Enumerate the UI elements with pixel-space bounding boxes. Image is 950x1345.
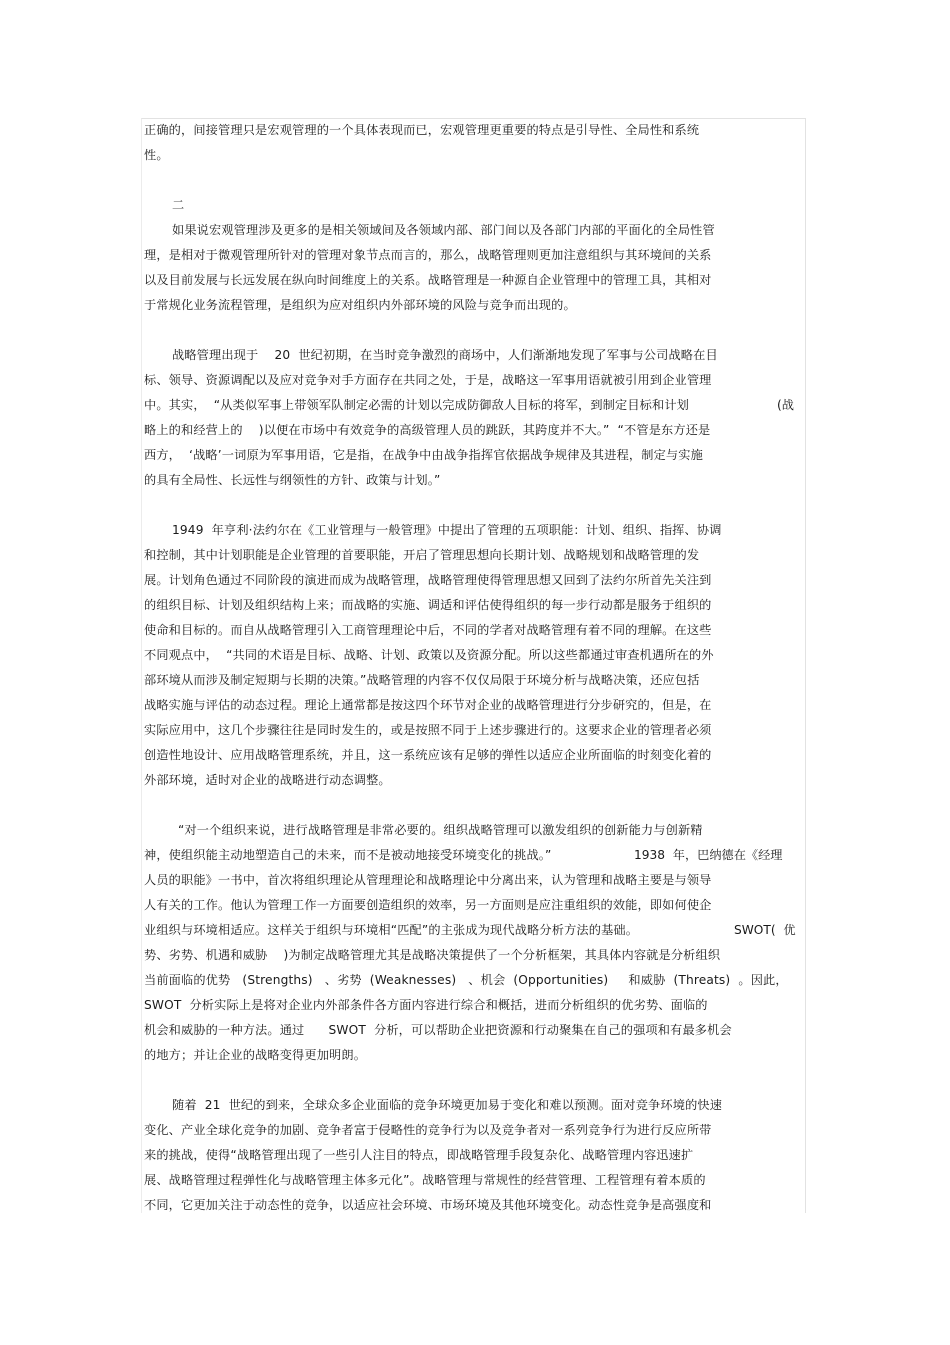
text-line: 正确的，间接管理只是宏观管理的一个具体表现而已，宏观管理更重要的特点是引导性、全局性和系统 <box>144 123 700 137</box>
text-line: 以及目前发展与长远发展在纵向时间维度上的关系。战略管理是一种源自企业管理中的管理工具，其相对 <box>144 273 712 287</box>
text-line: SWOT 分析实际上是将对企业内外部条件各方面内容进行综合和概括，进而分析组织的优劣势、面临的 <box>144 998 708 1012</box>
text-line: 于常规化业务流程管理，是组织为应对组织内外部环境的风险与竞争而出现的。 <box>144 298 576 312</box>
text-line: 标、领导、资源调配以及应对竞争对手方面存在共同之处，于是，战略这一军事用语就被引用到企业管理 <box>144 373 712 387</box>
text-line: 理，是相对于微观管理所针对的管理对象节点而言的，那么，战略管理则更加注意组织与其环境间的关系 <box>144 248 712 262</box>
text-line: 如果说宏观管理涉及更多的是相关领域间及各领域内部、部门间以及各部门内部的平面化的全局性管 <box>172 223 715 237</box>
text-line: 当前面临的优势 (Strengths) 、劣势 (Weaknesses) 、机会 (Opportunities) 和威胁 (Threats) 。因此， <box>144 973 788 987</box>
text-line: 实际应用中，这几个步骤往往是同时发生的，或是按照不同于上述步骤进行的。这要求企业的管理者必须 <box>144 723 712 737</box>
text-line: 业组织与环境相适应。这样关于组织与环境相“匹配”的主张成为现代战略分析方法的基础。 <box>144 923 639 937</box>
text-line: 随着 21 世纪的到来，全球众多企业面临的竞争环境更加易于变化和难以预测。面对竞争环境的快速 <box>172 1098 723 1112</box>
text-line: 的地方；并让企业的战略变得更加明朗。 <box>144 1048 367 1062</box>
text-line: 展、战略管理过程弹性化与战略管理主体多元化”。战略管理与常规性的经营管理、工程管理有着本质的 <box>144 1173 706 1187</box>
text-line: 来的挑战，使得“战略管理出现了一些引人注目的特点，即战略管理手段复杂化、战略管理内容迅速扩 <box>144 1148 694 1162</box>
text-line: 人员的职能》一书中，首次将组织理论从管理理论和战略理论中分离出来，认为管理和战略主要是与领导 <box>144 873 712 887</box>
text-fragment: 1938 年，巴纳德在《经理 <box>634 848 783 862</box>
text-line: 机会和威胁的一种方法。通过 SWOT 分析，可以帮助企业把资源和行动聚集在自己的强项和有最多机会 <box>144 1023 732 1037</box>
text-line: 变化、产业全球化竞争的加剧、竞争者富于侵略性的竞争行为以及竞争者对一系列竞争行为进行反应所带 <box>144 1123 712 1137</box>
text-fragment: (战 <box>777 398 794 412</box>
text-line: 不同，它更加关注于动态性的竞争，以适应社会环境、市场环境及其他环境变化。动态性竞争是高强度和 <box>144 1198 712 1212</box>
text-line: 不同观点中， “共同的术语是目标、战略、计划、政策以及资源分配。所以这些都通过审查机遇所在的外 <box>144 648 714 662</box>
text-line: 西方， ‘战略’一词原为军事用语，它是指，在战争中由战争指挥官依据战争规律及其进程，制定与实施 <box>144 448 703 462</box>
text-line: “对一个组织来说，进行战略管理是非常必要的。组织战略管理可以激发组织的创新能力与创新精 <box>178 823 703 837</box>
text-line: 神，使组织能主动地塑造自己的未来，而不是被动地接受环境变化的挑战。” <box>144 848 552 862</box>
text-line: 外部环境，适时对企业的战略进行动态调整。 <box>144 773 391 787</box>
text-line: 使命和目标的。而自从战略管理引入工商管理理论中后，不同的学者对战略管理有着不同的理解。在这些 <box>144 623 712 637</box>
text-fragment: SWOT( 优 <box>734 923 796 937</box>
text-line: 的组织目标、计划及组织结构上来；而战略的实施、调适和评估使得组织的每一步行动都是服务于组织的 <box>144 598 712 612</box>
text-line: 性。 <box>144 148 169 162</box>
text-line: 战略实施与评估的动态过程。理论上通常都是按这四个环节对企业的战略管理进行分步研究的，但是，在 <box>144 698 712 712</box>
text-line: 的具有全局性、长远性与纲领性的方针、政策与计划。” <box>144 473 441 487</box>
text-line: 势、劣势、机遇和威胁 )为制定战略管理尤其是战略决策提供了一个分析框架，其具体内容就是分析组织 <box>144 948 721 962</box>
text-line: 创造性地设计、应用战略管理系统，并且，这一系统应该有足够的弹性以适应企业所面临的时刻变化着的 <box>144 748 712 762</box>
text-line: 1949 年亨利·法约尔在《工业管理与一般管理》中提出了管理的五项职能：计划、组织、指挥、协调 <box>172 523 722 537</box>
text-line: 展。计划角色通过不同阶段的演进而成为战略管理，战略管理使得管理思想又回到了法约尔所首先关注到 <box>144 573 712 587</box>
text-line: 中。其实， “从类似军事上带领军队制定必需的计划以完成防御敌人目标的将军，到制定目标和计划 <box>144 398 690 412</box>
text-line: 略上的和经营上的 )以便在市场中有效竞争的高级管理人员的跳跃，其跨度并不大。” “不管是东方还是 <box>144 423 711 437</box>
section-number: 二 <box>172 198 185 212</box>
text-line: 战略管理出现于 20 世纪初期，在当时竞争激烈的商场中，人们渐渐地发现了军事与公司战略在目 <box>172 348 718 362</box>
text-line: 和控制，其中计划职能是企业管理的首要职能，开启了管理思想向长期计划、战略规划和战略管理的发 <box>144 548 700 562</box>
text-line: 人有关的工作。他认为管理工作一方面要创造组织的效率，另一方面则是应注重组织的效能，即如何使企 <box>144 898 712 912</box>
text-line: 部环境从而涉及制定短期与长期的决策。”战略管理的内容不仅仅局限于环境分析与战略决策，还应包括 <box>144 673 700 687</box>
